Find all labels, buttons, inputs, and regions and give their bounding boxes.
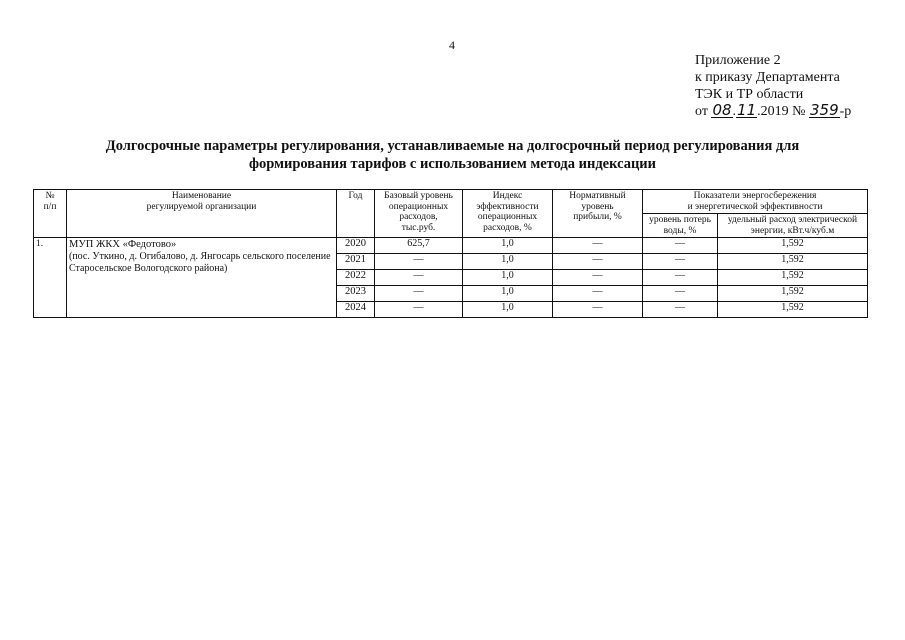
- consumption-cell: 1,592: [718, 302, 868, 318]
- loss-cell: —: [643, 270, 718, 286]
- page-number: 4: [449, 38, 455, 52]
- header-electricity-consumption: удельный расход электрической энергии, кВт.ч/куб.м: [718, 214, 868, 238]
- norm-cell: —: [553, 254, 643, 270]
- consumption-cell: 1,592: [718, 270, 868, 286]
- org-details: (пос. Уткино, д. Огибалово, д. Янгосарь сельского поселение Старосельское Вологодского района): [69, 251, 331, 274]
- org-number: 1.: [34, 238, 67, 318]
- header-efficiency-index: Индекс эффективности операционных расходов, %: [463, 190, 553, 238]
- norm-cell: —: [553, 286, 643, 302]
- appendix-suffix: -р: [839, 104, 852, 119]
- appendix-day: 08: [712, 101, 732, 119]
- appendix-line-2: к приказу Департамента: [695, 70, 840, 85]
- appendix-line-1: Приложение 2: [695, 53, 781, 68]
- index-cell: 1,0: [463, 238, 553, 254]
- index-cell: 1,0: [463, 302, 553, 318]
- appendix-year: .2019 №: [757, 104, 806, 119]
- index-cell: 1,0: [463, 286, 553, 302]
- index-cell: 1,0: [463, 270, 553, 286]
- document-title: [60, 137, 845, 173]
- base-cell: 625,7: [375, 238, 463, 254]
- year-cell: 2020: [337, 238, 375, 254]
- header-year: Год: [337, 190, 375, 238]
- consumption-cell: 1,592: [718, 238, 868, 254]
- org-name: МУП ЖКХ «Федотово»: [69, 239, 177, 250]
- org-cell: [67, 238, 337, 318]
- base-cell: —: [375, 286, 463, 302]
- parameters-table: [33, 189, 868, 318]
- appendix-line-3: ТЭК и ТР области: [695, 87, 804, 102]
- appendix-block: [695, 52, 851, 120]
- norm-cell: —: [553, 270, 643, 286]
- year-cell: 2023: [337, 286, 375, 302]
- loss-cell: —: [643, 254, 718, 270]
- header-num: № п/п: [34, 190, 67, 238]
- norm-cell: —: [553, 302, 643, 318]
- consumption-cell: 1,592: [718, 286, 868, 302]
- header-base-level: Базовый уровень операционных расходов, тыс.руб.: [375, 190, 463, 238]
- document-title-line-2: формирования тарифов с использованием метода индексации: [248, 156, 657, 172]
- header-energy-indicators: Показатели энергосбережения и энергетической эффективности: [643, 190, 868, 214]
- norm-cell: —: [553, 238, 643, 254]
- base-cell: —: [375, 254, 463, 270]
- header-org: Наименование регулируемой организации: [67, 190, 337, 238]
- base-cell: —: [375, 270, 463, 286]
- appendix-number: 359: [809, 101, 839, 119]
- year-cell: 2022: [337, 270, 375, 286]
- consumption-cell: 1,592: [718, 254, 868, 270]
- header-normative-profit: Нормативный уровень прибыли, %: [553, 190, 643, 238]
- loss-cell: —: [643, 238, 718, 254]
- table-row: [34, 238, 868, 254]
- appendix-date-prefix: от: [695, 104, 708, 119]
- year-cell: 2024: [337, 302, 375, 318]
- year-cell: 2021: [337, 254, 375, 270]
- loss-cell: —: [643, 286, 718, 302]
- base-cell: —: [375, 302, 463, 318]
- loss-cell: —: [643, 302, 718, 318]
- appendix-month: 11: [737, 101, 757, 119]
- index-cell: 1,0: [463, 254, 553, 270]
- header-water-loss: уровень потерь воды, %: [643, 214, 718, 238]
- document-title-line-1: Долгосрочные параметры регулирования, устанавливаемые на долгосрочный период регулирования для: [105, 138, 800, 154]
- appendix-date-line: от 08.11.2019 № 359-р: [695, 101, 852, 119]
